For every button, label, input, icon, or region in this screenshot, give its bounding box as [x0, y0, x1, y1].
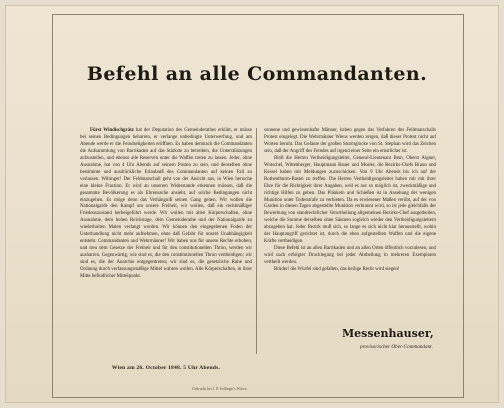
column-divider — [256, 128, 257, 354]
printer-imprint: Gedruckt bei J. P. Sollinger's Witwe. — [192, 387, 248, 391]
right-paragraph-2: Bloß die Herren Vertheidigungsleiter, General-Lieutenant Bem, Oberst Aigner, Wutschel, Wittenberger, Hauptmann Bauer und Mosler, die Bezirks-Chefs Braun und Kessel haben mir Meldungen zuzuschicken. Von 9 Uhr Abends bis ich auf der Rothenthurm-Bastei zu treffen. Die Herren Vertheidigungsleiter haben mir mit ihrer Ehre für die Richtigkeit ihrer Angaben, weil es nur so möglich ist, zweckmäßige und richtige Hilfen zu geben. Das Plänkeln und Schießen ist in Ansehung der wenigen Munition unter Todesstrafe zu verbieten. Da es erwiesener Maßen verübt, auf der von Garden in diesen Tagen abgestellte Munition verbrannt wird, so ist jede gleichfalls der Bewerbung von standrechtlicher Verurtheilung allgemeinen Bezirks-Chef ausgetheilen, welche die Summe derselben ohne Säumen sogleich wieder den Vertheidigungsleitern abzugeben hat. Jeder Bezirk muß sich, so lange es sich nicht klar herausstellt, wohin der Hauptangriff gerichtet ist, durch die eben aufgestellten Waffen und die eigene Kräfte vertheidigen. — [264, 155, 436, 245]
signature-role: provisorischer Ober-Commandant. — [360, 344, 433, 350]
right-paragraph-4: Brüder! die Würfel sind gefallen, das heilige Recht wird siegen! — [274, 267, 400, 273]
left-column-paragraph — [80, 128, 252, 281]
signature-name: Messenhauser, — [342, 327, 434, 340]
poster-title: Befehl an alle Commandanten. — [86, 63, 428, 85]
right-paragraph-3: Diese Befehl ist an allen Barrikaden und an allen Orten öffentlich vorzulesen, und wird nach erfolgter Drucklegung bei jeder Abtheilung in mehreren Exemplaren vertheilt werden. — [264, 246, 436, 266]
dateline: Wien am 26. October 1848. 5 Uhr Abends. — [111, 365, 221, 371]
lead-name: Fürst Windischgrätz — [90, 128, 134, 133]
poster-sheet — [6, 6, 498, 402]
left-column — [80, 128, 252, 281]
right-column — [264, 128, 436, 274]
left-column-text: hat der Deputation des Gemeinderathes erklärt, er müsse bei seinen Bedingungen beharren, er verlange unbedingte Unterwerfung, und am Abende werde er die Feindseligkeiten eröffnen. Es haben demnach die Commandanten die Aufsammlung von Barrikaden auf das Stärkste zu betreiben, die Unterstützungen aufzustellen, und ebenso alle Reserven unter die Waffen treten zu lassen. Jeder, ohne Ausnahme, hat von 4 Uhr Abends auf seinem Posten zu sein, und denselben ohne bestimmte und ausdrückliche Erlaubniß des Commandanten auf keinen Fall zu verlassen. Wiltinger! Der Feldmarschall geht von der Ansicht aus, in Wien herrsche eine kleine Fraction. Er wird an unserem Widerstande erkennen müssen, daß die gesammte Bevölkerung es als Ehrensache ansieht, auf solche Bedingungen nicht einzugehen. Es möge denn das Verhängniß seinen Gang gehen. Wir wollen die Nationalgarde den Kampf um unsere Freiheit, wir wollen, daß ein rechtmäßiger Friedenszustand herbeigeführt werde. Wir wollen mit allen Körperschaften, ohne Ausnahme, dem hohen Reichstage, dem Gemeinderathe und der Nationalgarde zu wiederholten Malen verlangt worden. Wir können den eingegebenen Foden der Unterhandlung nicht mehr aufnehmen, ohne daß Gefahr für unsere Unabhängigkeit entsteht. Commandanten und Wehrmänner! Wir haben uns für unsere Rechte erhoben, und treu dem Gesetze der Freiheit und für den constitutionellen Thron, werden wir ausharren. Gegenwärtig, wie sind es, die den constitutionellen Thron vertheidigen; wir sind es, die der Anarchie entgegentreten; wir sind es, die gesetzliche Ruhe und Ordnung durch verfassungsmäßige Mittel wahren wollen. Alle Körperschaften, in ihrer Mitte befindlicher Mittelpunkt. — [80, 128, 252, 280]
right-paragraph-1: sonnene und gewissenhafte Männer, haben gegen das Verfahren des Feldmarschalls Protest eingelegt. Die Wehrmänner Wiens werden zeigen, daß dieser Protest nicht auf Worten beruht. Das Geläute der großen Sturmglocke von St. Stephan wird das Zeichen sein, daß der Angriff des Feindes auf irgend einer Seite ein ernstlicher ist. — [264, 128, 436, 154]
